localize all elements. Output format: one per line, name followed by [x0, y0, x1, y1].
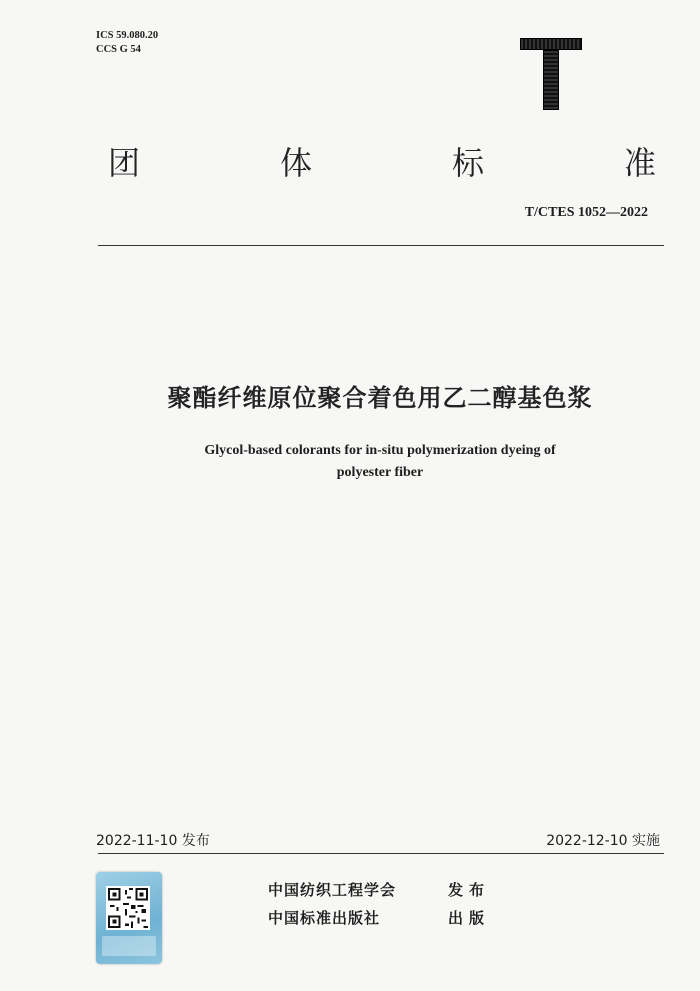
- publisher-org: 中国纺织工程学会: [268, 881, 397, 899]
- publish-date: 2022-11-10 发布: [96, 833, 210, 849]
- implement-date: 2022-12-10 实施: [546, 833, 660, 849]
- standard-type-char: 标: [451, 144, 484, 182]
- bottom-divider: [98, 853, 664, 854]
- publisher-role: 出版: [448, 909, 491, 927]
- standard-type-char: 准: [623, 144, 656, 182]
- ics-code: ICS 59.080.20: [96, 30, 159, 41]
- english-title: [0, 440, 700, 484]
- publisher-role: 发布: [448, 881, 491, 899]
- publisher-row: [268, 904, 490, 932]
- english-title-line: polyester fiber: [336, 465, 424, 480]
- publisher-org: 中国标准出版社: [268, 909, 381, 927]
- standard-type-char: 团: [108, 144, 141, 182]
- publisher-row: [268, 876, 490, 904]
- english-title-line: Glycol-based colorants for in-situ polymerization dyeing of: [204, 443, 556, 458]
- ccs-code: CCS G 54: [96, 44, 141, 55]
- sticker-band: [102, 936, 156, 956]
- qr-code-icon[interactable]: [106, 886, 150, 930]
- top-divider: [98, 245, 664, 246]
- publishers-block: [268, 876, 490, 932]
- t-logo-icon: [520, 38, 582, 110]
- anti-counterfeit-sticker-icon[interactable]: [96, 872, 162, 964]
- classification-codes: [96, 29, 158, 57]
- standard-type-char: 体: [279, 144, 312, 182]
- chinese-title: 聚酯纤维原位聚合着色用乙二醇基色浆: [167, 384, 593, 412]
- standard-number: T/CTES 1052—2022: [524, 205, 648, 220]
- standard-type-title: [108, 138, 656, 184]
